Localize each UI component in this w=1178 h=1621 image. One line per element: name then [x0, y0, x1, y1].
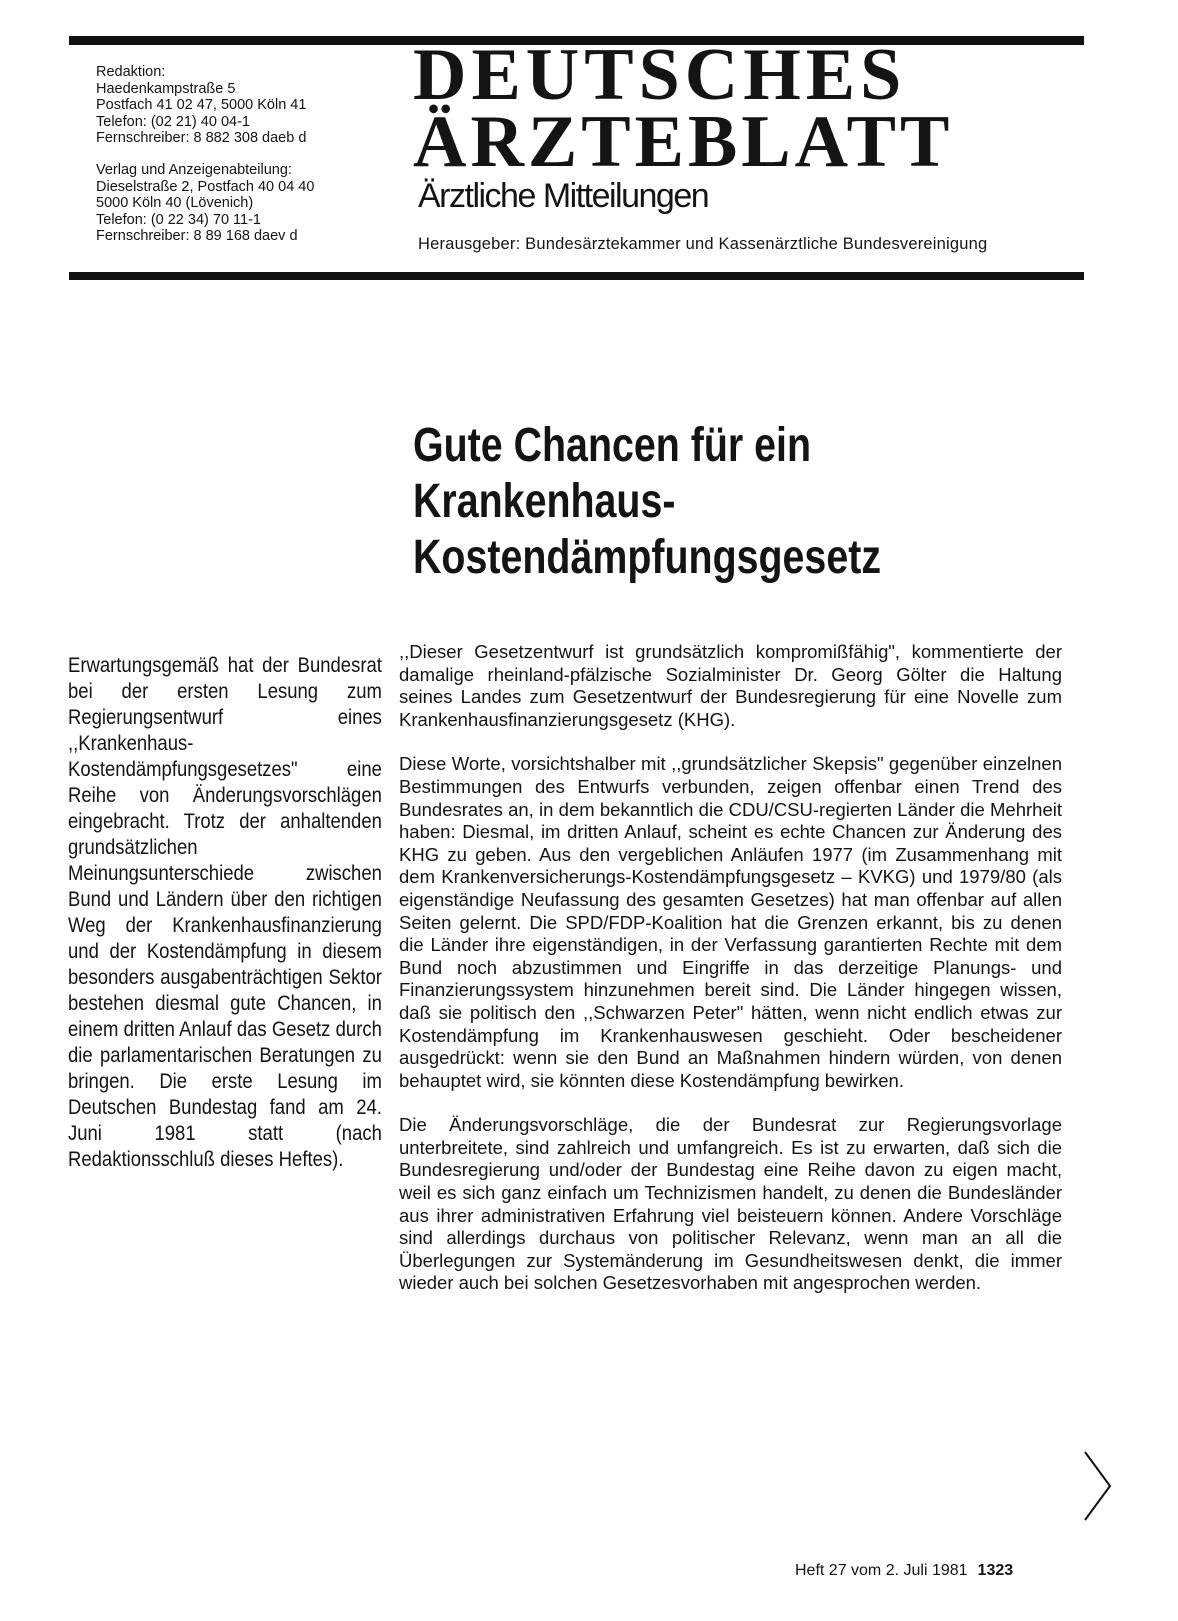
headline-line: Krankenhaus-	[413, 475, 676, 528]
article-lead-paragraph: Erwartungsgemäß hat der Bundesrat bei der ersten Lesung zum Regierungsentwurf eines ,,Krankenhaus-Kostendämpfungsgesetzes" eine Reihe von Änderungsvorschlägen eingebracht. Trotz der anhaltenden grundsätzlichen Meinungsunterschiede zwischen Bund und Ländern über den richtigen Weg der Krankenhausfinanzierung und der Kostendämpfung in diesem besonders ausgabenträchtigen Sektor bestehen diesmal gute Chancen, in einem dritten Anlauf das Gesetz durch die parlamentarischen Beratungen zu bringen. Die erste Lesung im Deutschen Bundestag fand am 24. Juni 1981 statt (nach Redaktionsschluß dieses Heftes).	[68, 653, 382, 1171]
contact-line: Fernschreiber: 8 882 308 daeb d	[96, 130, 307, 146]
contact-line: 5000 Köln 40 (Lövenich)	[96, 195, 254, 211]
masthead-title-line: DEUTSCHES	[413, 34, 907, 116]
contact-line: Dieselstraße 2, Postfach 40 04 40	[96, 178, 315, 195]
contact-line: Telefon: (0 22 34) 70 11-1	[96, 211, 261, 228]
headline-line: Kostendämpfungsgesetz	[413, 531, 882, 584]
contact-line: Telefon: (02 21) 40 04-1	[96, 113, 250, 130]
continue-arrow-icon	[1083, 1450, 1113, 1522]
masthead-publisher-line: Herausgeber: Bundesärztekammer und Kassenärztliche Bundesvereinigung	[418, 235, 988, 253]
masthead-title	[413, 34, 1093, 183]
contact-line: Redaktion:	[96, 64, 166, 80]
editorial-contact-block	[96, 64, 386, 147]
headline-line: Gute Chancen für ein	[413, 419, 812, 472]
contact-line: Postfach 41 02 47, 5000 Köln 41	[96, 97, 307, 113]
page-footer	[795, 1562, 1013, 1580]
contact-line: Verlag und Anzeigenabteilung:	[96, 162, 292, 178]
body-paragraph: Diese Worte, vorsichtshalber mit ,,grundsätzlicher Skepsis" gegenüber einzelnen Bestimmungen des Entwurfs verbunden, zeigen offenbar einen Trend des Bundesrates an, in dem bekanntlich die CDU/CSU-regierten Länder die Mehrheit haben: Diesmal, im dritten Anlauf, scheint es echte Chancen zur Änderung des KHG zu geben. Aus den vergeblichen Anläufen 1977 (im Zusammenhang mit dem Krankenversicherungs-Kostendämpfungsgesetz – KVKG) und 1979/80 (als eigenständige Neufassung des gesamten Gesetzes) hat man offenbar auf allen Seiten gelernt. Die SPD/FDP-Koalition hat die Grenzen erkannt, bis zu denen die Länder ihre eigenständigen, in der Verfassung garantierten Rechte mit dem Bund noch abzustimmen und Eingriffe in das derzeitige Planungs- und Finanzierungssystem hinzunehmen bereit sind. Die Länder hingegen wissen, daß sie politisch den ,,Schwarzen Peter" hätten, wenn nicht endlich etwas zur Kostendämpfung im Krankenhauswesen geschieht. Oder bescheidener ausgedrückt: wenn sie den Bund an Maßnahmen hindern würden, von denen behauptet wird, sie könnten diese Kostendämpfung bewirken.	[399, 753, 1062, 1091]
article-body	[399, 641, 1062, 1317]
masthead-subtitle: Ärztliche Mitteilungen	[418, 177, 709, 215]
contact-line: Fernschreiber: 8 89 168 daev d	[96, 228, 298, 244]
issue-info: Heft 27 vom 2. Juli 1981	[795, 1562, 968, 1579]
body-paragraph: Die Änderungsvorschläge, die der Bundesrat zur Regierungsvorlage unterbreitete, sind zahlreich und umfangreich. Es ist zu erwarten, daß sich die Bundesregierung und/oder der Bundestag eine Reihe davon zu eigen macht, weil es sich ganz einfach um Technizismen handelt, zu denen die Bundesländer aus ihrer administrativen Erfahrung viel beisteuern können. Andere Vorschläge sind allerdings durchaus von politischer Relevanz, wenn man an all die Überlegungen zur Systemänderung im Gesundheitswesen denkt, die immer wieder auch bei solchen Gesetzesvorhaben mit angesprochen werden.	[399, 1114, 1062, 1294]
body-paragraph: ,,Dieser Gesetzentwurf ist grundsätzlich kompromißfähig", kommentierte der damalige rheinland-pfälzische Sozialminister Dr. Georg Gölter die Haltung seines Landes zum Gesetzentwurf der Bundesregierung für eine Novelle zum Krankenhausfinanzierungsgesetz (KHG).	[399, 641, 1062, 730]
masthead-title-line: ÄRZTEBLATT	[413, 101, 954, 183]
masthead-bottom-rule	[69, 272, 1084, 280]
publisher-contact-block	[96, 162, 386, 245]
article-headline	[413, 418, 971, 586]
contact-line: Haedenkampstraße 5	[96, 80, 236, 97]
page-number: 1323	[977, 1562, 1014, 1579]
